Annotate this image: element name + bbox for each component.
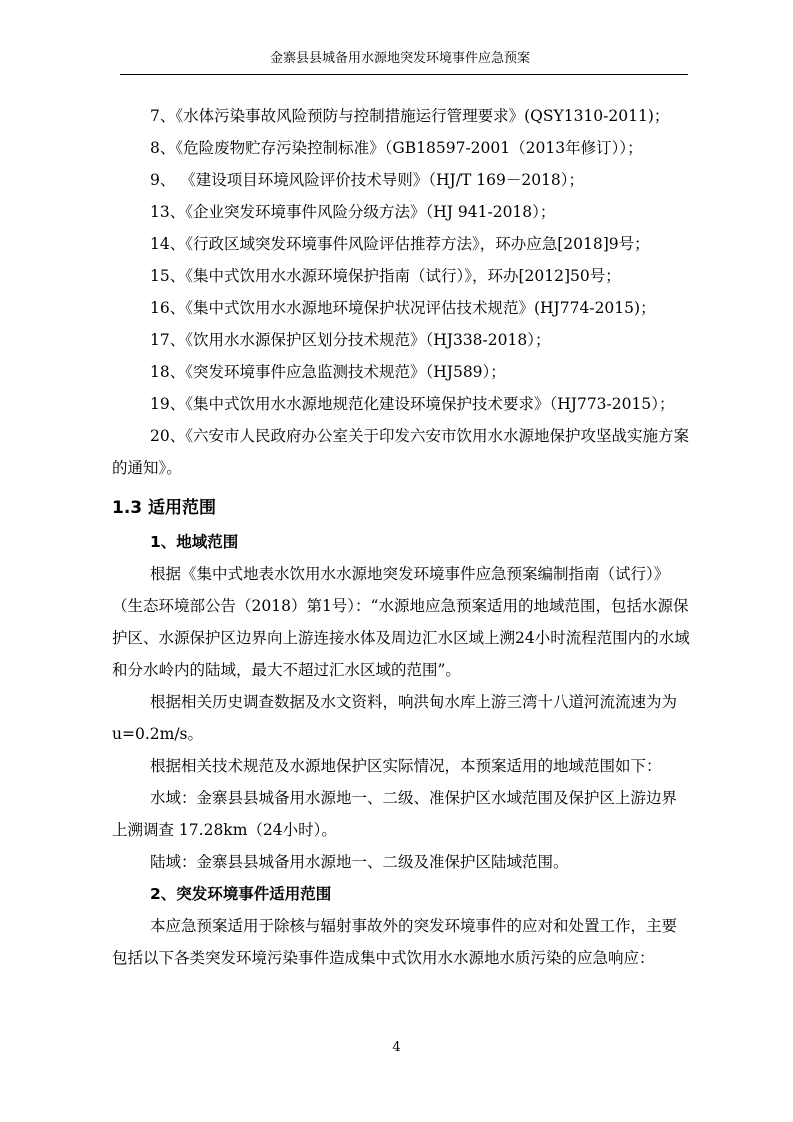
paragraph: 本应急预案适用于除核与辐射事故外的突发环境事件的应对和处置工作，主要包括以下各类突发环境污染事件造成集中式饮用水水源地水质污染的应急响应： bbox=[112, 917, 678, 967]
subsection-heading: 1、地域范围 bbox=[150, 533, 239, 551]
reference-item: 17、《饮用水水源保护区划分技术规范》（HJ338-2018）； bbox=[150, 331, 551, 349]
reference-item: 15、《集中式饮用水水源环境保护指南（试行）》，环办[2012]50号； bbox=[150, 267, 621, 285]
reference-item: 14、《行政区域突发环境事件风险评估推荐方法》，环办应急[2018]9号； bbox=[150, 235, 650, 253]
paragraph: 根据相关历史调查数据及水文资料，响洪甸水库上游三湾十八道河流流速为为 u=0.2m/s。 bbox=[112, 693, 678, 743]
page-number: 4 bbox=[392, 1040, 401, 1055]
page-header: 金寨县县城备用水源地突发环境事件应急预案 bbox=[269, 51, 530, 66]
reference-item: 8、《危险废物贮存污染控制标准》（GB18597-2001（2013年修订））； bbox=[150, 139, 643, 157]
paragraph: 陆域：金寨县县城备用水源地一、二级及准保护区陆域范围。 bbox=[150, 853, 569, 871]
reference-item: 7、《水体污染事故风险预防与控制措施运行管理要求》(QSY1310-2011)； bbox=[150, 107, 670, 125]
header-rule bbox=[120, 74, 688, 75]
reference-item: 13、《企业突发环境事件风险分级方法》（HJ 941-2018）； bbox=[150, 203, 556, 221]
reference-item: 16、《集中式饮用水水源地环境保护状况评估技术规范》(HJ774-2015)； bbox=[150, 299, 656, 317]
paragraph: 根据相关技术规范及水源地保护区实际情况，本预案适用的地域范围如下： bbox=[150, 757, 662, 775]
subsection-heading: 2、突发环境事件适用范围 bbox=[150, 885, 332, 903]
reference-item: 9、 《建设项目环境风险评价技术导则》（HJ/T 169－2018）； bbox=[150, 171, 585, 189]
section-heading: 1.3 适用范围 bbox=[112, 498, 217, 518]
reference-item: 20、《六安市人民政府办公室关于印发六安市饮用水水源地保护攻坚战实施方案的通知》。 bbox=[112, 427, 689, 477]
reference-item: 18、《突发环境事件应急监测技术规范》（HJ589）； bbox=[150, 363, 506, 381]
document-body bbox=[112, 100, 690, 974]
reference-item: 19、《集中式饮用水水源地规范化建设环境保护技术要求》（HJ773-2015）； bbox=[150, 395, 675, 413]
paragraph: 水域：金寨县县城备用水源地一、二级、准保护区水域范围及保护区上游边界上溯调查 17.28km（24小时）。 bbox=[112, 789, 678, 839]
paragraph: 根据《集中式地表水饮用水水源地突发环境事件应急预案编制指南（试行）》（生态环境部公告（2018）第1号）：“水源地应急预案适用的地域范围，包括水源保护区、水源保护区边界向上游连接水体及周边汇水区域上溯24小时流程范围内的水域和分水岭内的陆域，最大不超过汇水区域的范围”。 bbox=[112, 565, 690, 679]
